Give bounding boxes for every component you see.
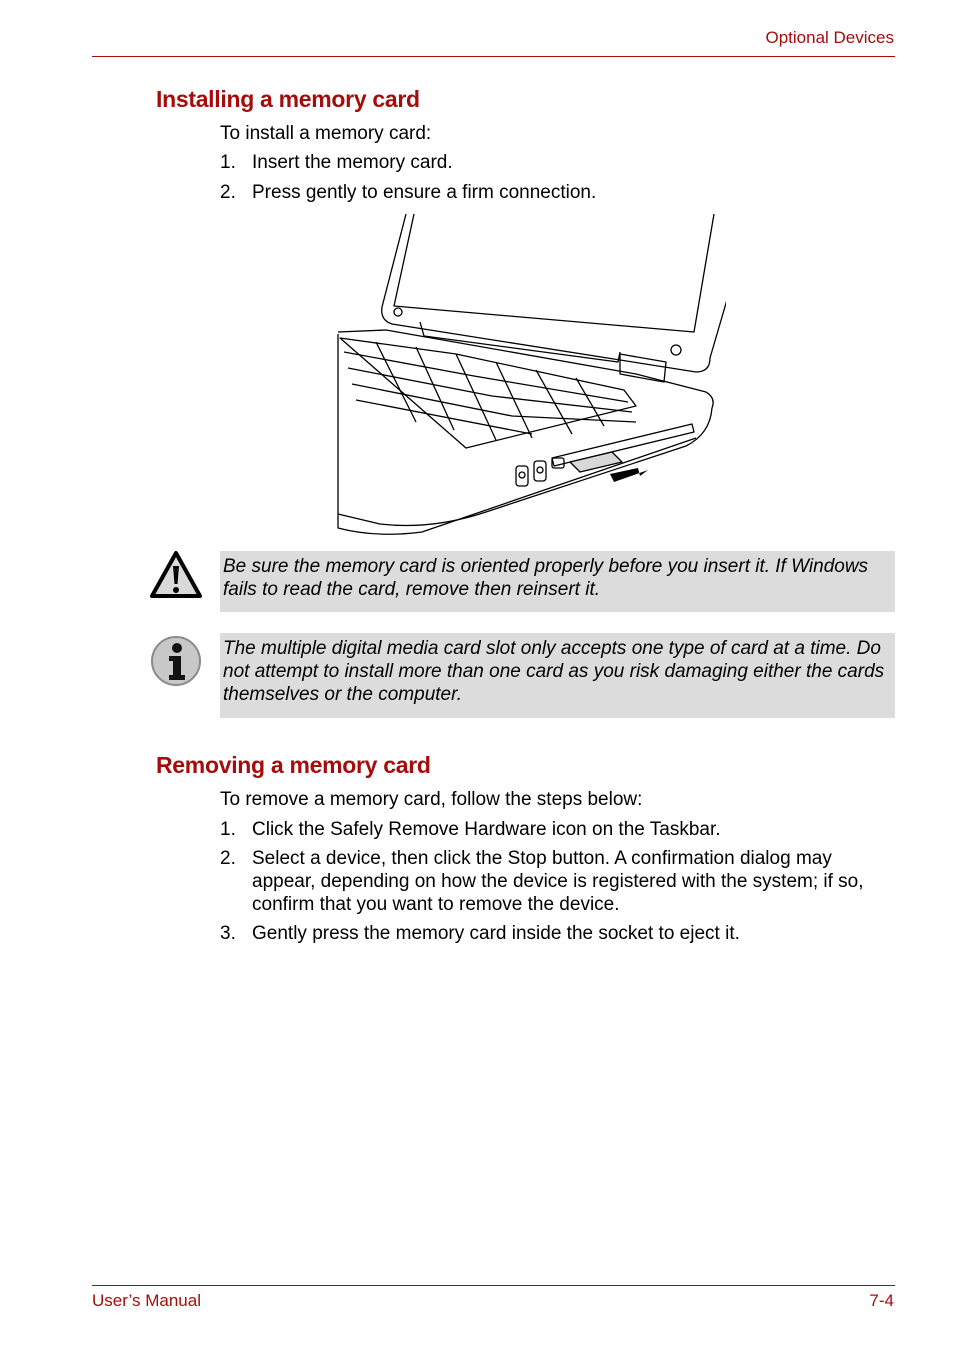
header-rule [92,56,895,57]
laptop-memory-card-illustration [336,212,726,537]
step-text: Click the Safely Remove Hardware icon on the Taskbar. [252,819,721,840]
remove-heading: Removing a memory card [156,752,431,778]
step-number: 1. [220,152,236,173]
list-item [220,818,890,841]
step-text: Gently press the memory card inside the socket to eject it. [252,923,740,944]
info-note: The multiple digital media card slot only accepts one type of card at a time. Do not attempt to install more than one card as you risk damaging either the cards themselves or the computer. [220,633,895,718]
list-item [220,181,890,204]
footer-manual-title: User’s Manual [92,1291,201,1310]
list-item [220,847,884,916]
warning-triangle-icon [150,550,202,602]
step-number: 1. [220,819,236,840]
step-text: Select a device, then click the Stop button. A confirmation dialog may appear, depending on how the device is registered with the system; if so, confirm that you want to remove the device. [252,848,864,915]
list-item [220,922,890,945]
install-heading: Installing a memory card [156,86,420,112]
footer-page-number: 7-4 [869,1291,894,1310]
step-number: 2. [220,848,236,869]
info-icon [150,635,202,687]
step-text: Press gently to ensure a firm connection. [252,182,597,203]
caution-note: Be sure the memory card is oriented properly before you insert it. If Windows fails to read the card, remove then reinsert it. [220,551,895,612]
footer-rule [92,1285,895,1286]
install-intro: To install a memory card: [220,123,432,144]
step-number: 2. [220,182,236,203]
remove-intro: To remove a memory card, follow the steps below: [220,789,643,810]
page-header-section: Optional Devices [765,28,894,47]
step-text: Insert the memory card. [252,152,453,173]
list-item [220,151,890,174]
step-number: 3. [220,923,236,944]
